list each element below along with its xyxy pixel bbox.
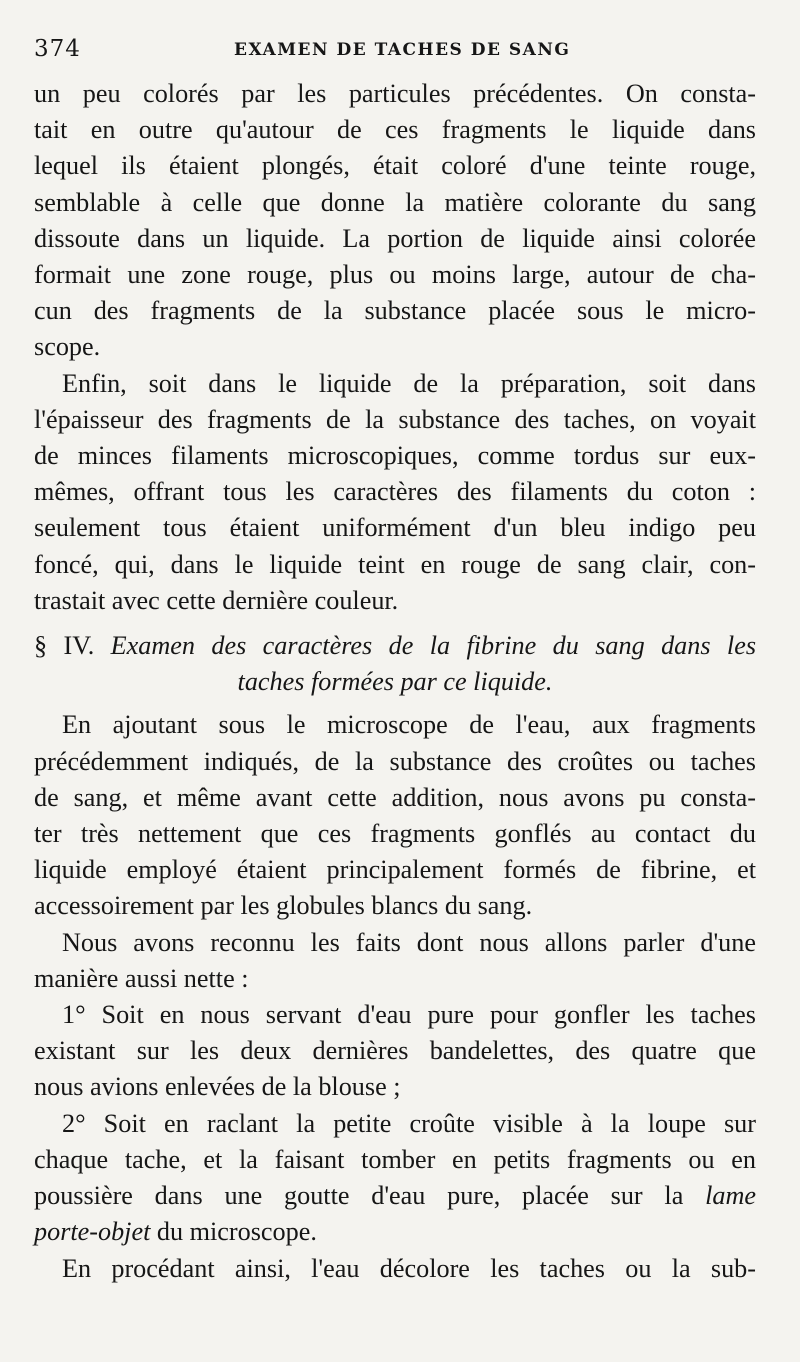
text-line: dissoute dans un liquide. La portion de liquide ainsi colorée bbox=[34, 223, 756, 253]
text-line: ter très nettement que ces fragments gonflés au contact du bbox=[34, 819, 756, 849]
text-line: lequel ils étaient plongés, était coloré d'une teinte rouge, bbox=[34, 151, 756, 181]
body-text bbox=[34, 76, 756, 1287]
paragraph bbox=[34, 76, 756, 366]
section-title: Examen des caractères de la fibrine du sang dans les bbox=[110, 631, 757, 661]
paragraph bbox=[34, 366, 756, 619]
paragraph bbox=[34, 1106, 756, 1251]
text-line: liquide employé étaient principalement formés de fibrine, et bbox=[34, 855, 756, 885]
paragraph bbox=[34, 707, 756, 924]
text-line: En procédant ainsi, l'eau décolore les taches ou la sub- bbox=[62, 1253, 756, 1283]
paragraph bbox=[34, 925, 756, 997]
text-fragment: du microscope. bbox=[150, 1217, 317, 1247]
italic-term: porte-objet bbox=[34, 1217, 151, 1247]
section-title-continued: taches formées par ce liquide. bbox=[237, 667, 553, 697]
text-line: tait en outre qu'autour de ces fragments le liquide dans bbox=[34, 115, 756, 145]
text-line: accessoirement par les globules blancs du sang. bbox=[34, 891, 533, 921]
text-line: 2° Soit en raclant la petite croûte visible à la loupe sur bbox=[62, 1108, 756, 1138]
text-line: chaque tache, et la faisant tomber en petits fragments ou en bbox=[34, 1144, 756, 1174]
text-line: un peu colorés par les particules précédentes. On consta- bbox=[34, 79, 756, 108]
text-line: seulement tous étaient uniformément d'un bleu indigo peu bbox=[34, 513, 756, 543]
text-line: existant sur les deux dernières bandelettes, des quatre que bbox=[34, 1036, 756, 1066]
text-line: précédemment indiqués, de la substance des croûtes ou taches bbox=[34, 746, 756, 776]
text-fragment: poussière dans une goutte d'eau pure, placée sur la bbox=[34, 1181, 684, 1211]
text-line: foncé, qui, dans le liquide teint en rouge de sang clair, con- bbox=[34, 549, 756, 579]
italic-term: lame bbox=[705, 1181, 756, 1211]
text-line: scope. bbox=[34, 332, 101, 362]
section-number: § IV. bbox=[34, 631, 95, 661]
text-line: cun des fragments de la substance placée sous le micro- bbox=[34, 296, 756, 326]
text-line: 1° Soit en nous servant d'eau pure pour gonfler les taches bbox=[62, 1000, 756, 1030]
text-line: nous avions enlevées de la blouse ; bbox=[34, 1072, 401, 1102]
page-header bbox=[34, 36, 766, 64]
text-line: mêmes, offrant tous les caractères des filaments du coton : bbox=[34, 477, 756, 507]
text-line: En ajoutant sous le microscope de l'eau, aux fragments bbox=[62, 710, 756, 740]
text-line bbox=[34, 1178, 756, 1214]
page-number: 374 bbox=[34, 36, 81, 62]
text-line: Enfin, soit dans le liquide de la préparation, soit dans bbox=[62, 368, 756, 398]
running-head: EXAMEN DE TACHES DE SANG bbox=[234, 40, 571, 60]
text-line: semblable à celle que donne la matière colorante du sang bbox=[34, 187, 756, 217]
paragraph bbox=[34, 997, 756, 1106]
section-heading-line bbox=[34, 628, 756, 664]
text-line: Nous avons reconnu les faits dont nous allons parler d'une bbox=[62, 927, 756, 957]
text-line: l'épaisseur des fragments de la substance des taches, on voyait bbox=[34, 404, 756, 434]
section-heading bbox=[34, 628, 756, 700]
text-line: formait une zone rouge, plus ou moins large, autour de cha- bbox=[34, 260, 756, 290]
text-line: de sang, et même avant cette addition, nous avons pu consta- bbox=[34, 782, 756, 812]
text-line bbox=[34, 1214, 756, 1250]
text-line: de minces filaments microscopiques, comme tordus sur eux- bbox=[34, 441, 756, 471]
text-line: trastait avec cette dernière couleur. bbox=[34, 585, 399, 615]
paragraph bbox=[34, 1251, 756, 1287]
text-line: manière aussi nette : bbox=[34, 963, 249, 993]
